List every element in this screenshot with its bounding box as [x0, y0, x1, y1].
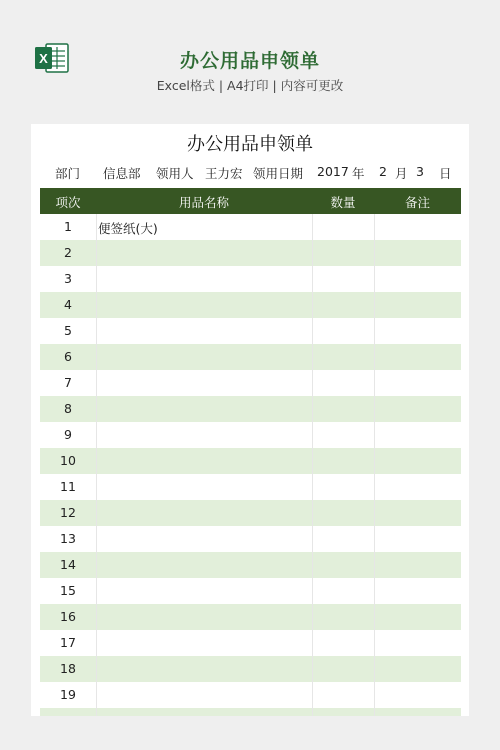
- table-row[interactable]: [40, 318, 461, 344]
- info-row: [31, 164, 469, 184]
- excel-icon-letter: X: [39, 51, 48, 66]
- date-month[interactable]: 2: [379, 164, 387, 179]
- col-header-item-name: 用品名称: [178, 195, 229, 210]
- spreadsheet-sheet: [31, 124, 469, 716]
- row-index-cell[interactable]: 13: [60, 531, 76, 546]
- row-index-cell[interactable]: 19: [60, 687, 76, 702]
- table-row[interactable]: [40, 396, 461, 422]
- row-index-cell[interactable]: 15: [60, 583, 76, 598]
- row-index-cell[interactable]: 1: [64, 219, 72, 234]
- table-row[interactable]: [40, 266, 461, 292]
- row-index-cell[interactable]: 8: [64, 401, 72, 416]
- row-index-cell[interactable]: 12: [60, 505, 76, 520]
- day-unit: 日: [439, 166, 452, 181]
- date-day[interactable]: 3: [416, 164, 424, 179]
- table-row[interactable]: [40, 708, 461, 716]
- table-body: [40, 214, 461, 716]
- page-header: [0, 0, 500, 110]
- column-divider: [312, 214, 313, 716]
- col-header-index: 项次: [55, 195, 81, 210]
- table-row[interactable]: [40, 448, 461, 474]
- sheet-title: 办公用品申领单: [187, 134, 313, 155]
- table-row[interactable]: [40, 526, 461, 552]
- item-name-cell[interactable]: 便签纸(大): [98, 221, 158, 236]
- table-row[interactable]: [40, 240, 461, 266]
- row-index-cell[interactable]: 7: [64, 375, 72, 390]
- row-index-cell[interactable]: 10: [60, 453, 76, 468]
- row-index-cell[interactable]: 11: [60, 479, 76, 494]
- row-index-cell[interactable]: 2: [64, 245, 72, 260]
- table-header: [40, 188, 461, 214]
- table-row[interactable]: [40, 682, 461, 708]
- col-header-remarks: 备注: [404, 195, 430, 210]
- table-row[interactable]: [40, 552, 461, 578]
- page-title: 办公用品申领单: [179, 50, 320, 72]
- table-row[interactable]: [40, 422, 461, 448]
- table-row[interactable]: [40, 292, 461, 318]
- person-label: 领用人: [156, 166, 194, 181]
- column-divider: [96, 214, 97, 716]
- row-index-cell[interactable]: 9: [64, 427, 72, 442]
- month-unit: 月: [395, 166, 408, 181]
- row-index-cell[interactable]: 5: [64, 323, 72, 338]
- row-index-cell[interactable]: 17: [60, 635, 76, 650]
- row-index-cell[interactable]: 14: [60, 557, 76, 572]
- row-index-cell[interactable]: 18: [60, 661, 76, 676]
- person-value[interactable]: 王力宏: [205, 166, 243, 181]
- table-row[interactable]: [40, 500, 461, 526]
- column-divider: [374, 214, 375, 716]
- date-year[interactable]: 2017: [317, 164, 349, 179]
- table-row[interactable]: [40, 604, 461, 630]
- date-label: 领用日期: [253, 166, 304, 181]
- row-index-cell[interactable]: 3: [64, 271, 72, 286]
- table-row[interactable]: [40, 578, 461, 604]
- row-index-cell[interactable]: 16: [60, 609, 76, 624]
- table-row[interactable]: [40, 214, 461, 240]
- table-row[interactable]: [40, 370, 461, 396]
- table-row[interactable]: [40, 630, 461, 656]
- page-subtitle: Excel格式 | A4打印 | 内容可更改: [156, 78, 344, 93]
- table-row[interactable]: [40, 474, 461, 500]
- year-unit: 年: [352, 166, 365, 181]
- table-row[interactable]: [40, 656, 461, 682]
- row-index-cell[interactable]: 4: [64, 297, 72, 312]
- table-row[interactable]: [40, 344, 461, 370]
- dept-value[interactable]: 信息部: [103, 166, 141, 181]
- col-header-quantity: 数量: [330, 195, 356, 210]
- row-index-cell[interactable]: 6: [64, 349, 72, 364]
- dept-label: 部门: [55, 166, 81, 181]
